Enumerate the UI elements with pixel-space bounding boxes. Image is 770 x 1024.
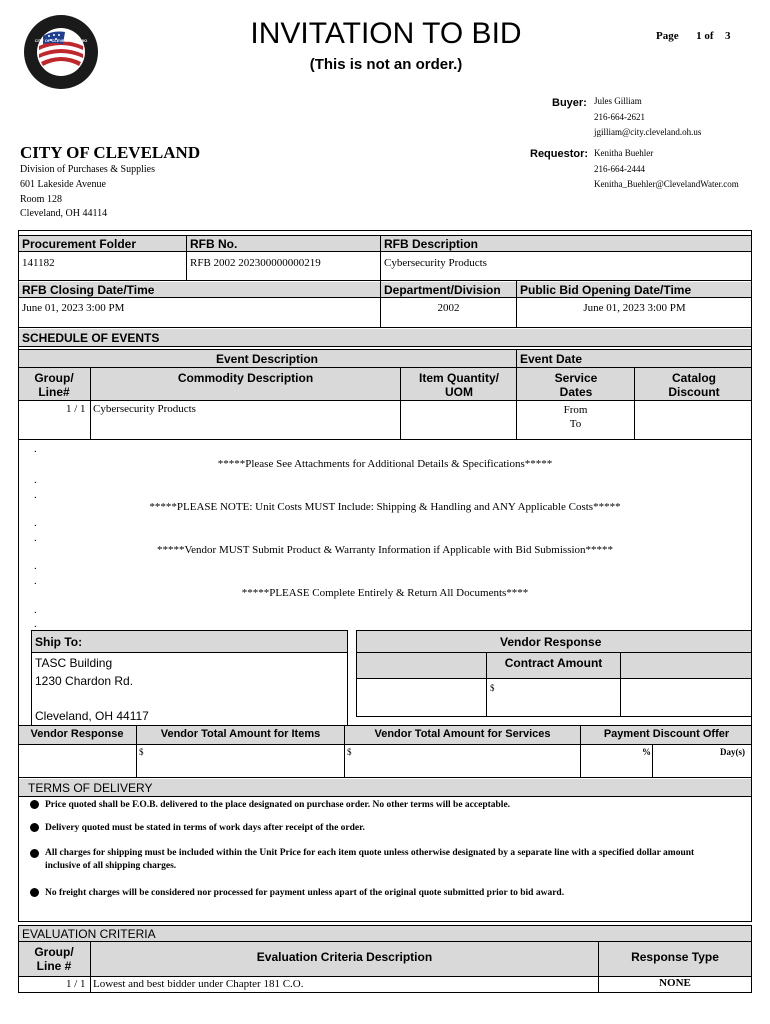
vendor-response-col: Vendor Response: [30, 728, 124, 740]
term-item: [30, 800, 740, 810]
term-text: All charges for shipping must be included within the Unit Price for each item quote unless otherwise designated by a separate line with a specified dollar amount inclusive of all shipping charges.: [45, 848, 695, 871]
term-text: Delivery quoted must be stated in terms of work days after receipt of the order.: [45, 823, 365, 833]
term-item: [30, 888, 740, 898]
vendor-services-dollar: $: [347, 747, 352, 757]
rfb-desc-label: RFB Description: [384, 237, 479, 251]
term-item: [30, 847, 720, 873]
dot: .: [34, 618, 37, 630]
event-desc-header: Event Description: [215, 352, 319, 366]
dot: .: [34, 517, 37, 529]
page-num: 1 of: [696, 30, 714, 42]
note-1: *****Please See Attachments for Additional Details & Specifications*****: [217, 458, 553, 470]
contract-amount-dollar: $: [490, 683, 495, 693]
term-text: No freight charges will be considered nor processed for payment unless apart of the original quote submitted prior to bid award.: [45, 888, 565, 898]
dot: .: [34, 575, 37, 587]
closing-value: June 01, 2023 3:00 PM: [22, 302, 125, 314]
vendor-items-col: Vendor Total Amount for Items: [160, 728, 321, 740]
terms-title: TERMS OF DELIVERY: [28, 781, 153, 795]
buyer-email: jgilliam@city.cleveland.oh.us: [594, 127, 702, 137]
requestor-label: Requestor:: [530, 148, 589, 160]
schedule-row-from: From: [563, 404, 588, 416]
event-date-header: Event Date: [520, 352, 583, 366]
org-name: CITY OF CLEVELAND: [20, 143, 201, 162]
rfb-no-label: RFB No.: [190, 237, 238, 251]
ship-line-3: Cleveland, OH 44117: [35, 709, 149, 723]
ship-to-label: Ship To:: [35, 635, 83, 649]
vendor-items-dollar: $: [139, 747, 144, 757]
term-text: Price quoted shall be F.O.B. delivered to the place designated on purchase order. No other terms will be acceptable.: [45, 800, 511, 810]
page-subtitle: (This is not an order.): [309, 56, 463, 73]
city-seal: [23, 14, 99, 90]
buyer-name: Jules Gilliam: [594, 96, 642, 106]
buyer-phone: 216-664-2621: [594, 112, 645, 122]
eval-col-type: Response Type: [631, 950, 719, 964]
dept-label: Department/Division: [384, 283, 501, 297]
folder-value: 141182: [22, 257, 55, 269]
eval-row-desc: Lowest and best bidder under Chapter 181 C.O.: [93, 978, 304, 990]
rfb-no-value: RFB 2002 202300000000219: [190, 257, 321, 269]
ship-line-2: 1230 Chardon Rd.: [35, 674, 134, 688]
note-4: *****PLEASE Complete Entirely & Return All Documents****: [241, 587, 529, 599]
eval-row-line: 1 / 1: [66, 978, 86, 990]
dot: .: [34, 604, 37, 616]
col-commodity-header: Commodity Description: [177, 371, 314, 385]
vendor-services-col: Vendor Total Amount for Services: [374, 728, 551, 740]
bullet-icon: [30, 823, 39, 832]
dot: .: [34, 560, 37, 572]
org-street: 601 Lakeside Avenue: [20, 179, 106, 190]
bullet-icon: [30, 849, 39, 858]
eval-col-desc: Evaluation Criteria Description: [256, 950, 433, 964]
page-title: INVITATION TO BID: [250, 17, 522, 50]
eval-row-type: NONE: [659, 977, 691, 989]
dot: .: [34, 474, 37, 486]
term-item: [30, 823, 740, 833]
dot: .: [34, 532, 37, 544]
discount-percent: %: [642, 747, 651, 757]
page-label: Page: [656, 30, 679, 42]
dept-value: 2002: [437, 302, 460, 314]
rfb-desc-value: Cybersecurity Products: [384, 257, 487, 269]
eval-col-group: Group/ Line #: [34, 945, 74, 973]
evaluation-title: EVALUATION CRITERIA: [22, 927, 156, 941]
contract-amount-label: Contract Amount: [504, 656, 603, 670]
dot: .: [34, 443, 37, 455]
schedule-row-to: To: [569, 418, 582, 430]
page-number: [656, 30, 731, 42]
schedule-row-desc: Cybersecurity Products: [93, 403, 196, 415]
bullet-icon: [30, 800, 39, 809]
opening-value: June 01, 2023 3:00 PM: [583, 302, 686, 314]
schedule-row-line: 1 / 1: [66, 403, 86, 415]
col-catalog-header: Catalog Discount: [668, 371, 720, 399]
col-qty-header: Item Quantity/ UOM: [418, 371, 499, 399]
org-room: Room 128: [20, 194, 62, 205]
discount-days: Day(s): [720, 747, 745, 757]
org-division: Division of Purchases & Supplies: [20, 164, 155, 175]
note-2: *****PLEASE NOTE: Unit Costs MUST Include: Shipping & Handling and ANY Applicable Costs*****: [149, 501, 621, 513]
opening-label: Public Bid Opening Date/Time: [520, 283, 692, 297]
bullet-icon: [30, 888, 39, 897]
note-3: *****Vendor MUST Submit Product & Warranty Information if Applicable with Bid Submission*****: [156, 544, 614, 556]
vendor-response-title: Vendor Response: [500, 635, 602, 649]
payment-discount-col: Payment Discount Offer: [603, 728, 730, 740]
col-service-header: Service Dates: [554, 371, 598, 399]
folder-label: Procurement Folder: [22, 237, 137, 251]
ship-line-1: TASC Building: [35, 656, 113, 670]
dot: .: [34, 489, 37, 501]
closing-label: RFB Closing Date/Time: [22, 283, 155, 297]
org-city: Cleveland, OH 44114: [20, 208, 108, 219]
requestor-name: Kenitha Buehler: [594, 148, 654, 158]
requestor-phone: 216-664-2444: [594, 164, 645, 174]
schedule-title: SCHEDULE OF EVENTS: [22, 331, 160, 345]
requestor-email: Kenitha_Buehler@ClevelandWater.com: [594, 179, 739, 189]
col-group-header: Group/ Line#: [34, 371, 74, 399]
page-total: 3: [725, 30, 731, 42]
buyer-label: Buyer:: [552, 97, 587, 109]
seal-text: CITY OF CLEVELAND OHIO: [34, 38, 88, 43]
